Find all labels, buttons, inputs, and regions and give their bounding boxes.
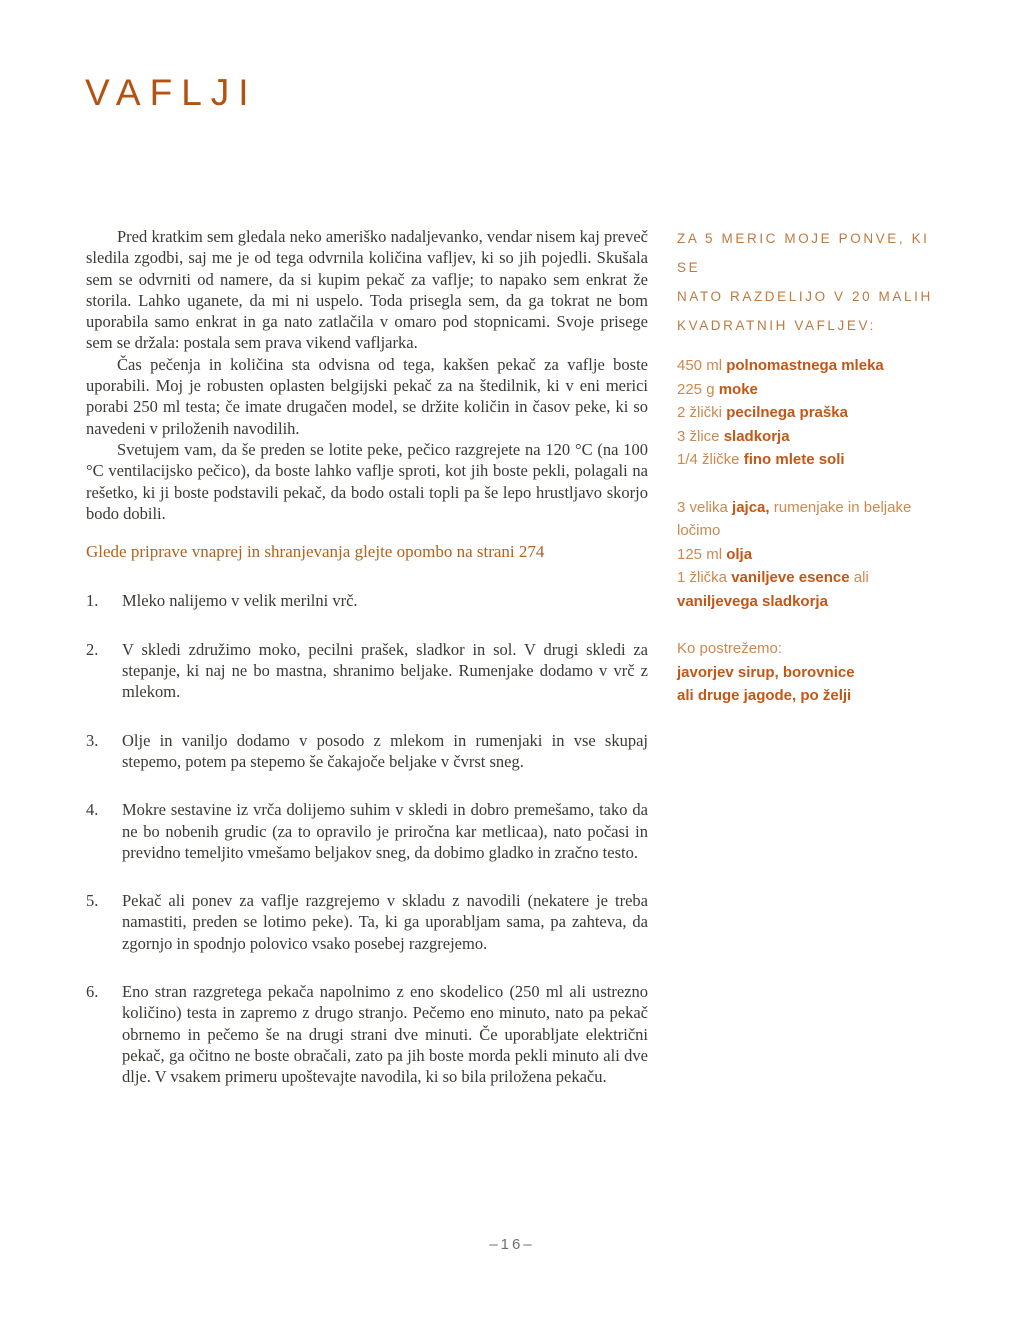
- step-text: Mleko nalijemo v velik merilni vrč.: [122, 591, 358, 611]
- intro-paragraph: Pred kratkim sem gledala neko ameriško nadaljevanko, vendar nisem kaj preveč sledila zgodbi, saj me je od tega odvrnila količina vafljev, ki so jih pojedli. Skušala sem se odvrniti od namere, da si kupim pekač za vaflje; to napako sem enkrat že storila. Lahko uganete, da mi ni uspelo. Toda prisegla sem, da ga tokrat ne bom uporabila samo enkrat in ga nato zatlačila v omaro pod stopnicami. Svoje prisege sem se držala: postala sem prava vikend vafljarka.: [86, 227, 648, 353]
- ingredient-group-wet: [677, 496, 942, 614]
- ingredient-quantity: 450 ml: [677, 357, 723, 374]
- step-item: [86, 890, 648, 954]
- ingredient-name: pecilnega praška: [726, 404, 848, 421]
- step-number: 2.: [86, 639, 99, 659]
- ingredient-quantity: 1 žlička: [677, 569, 728, 586]
- serving-line: javorjev sirup, borovnice: [677, 663, 855, 681]
- ingredient-group-dry: [677, 354, 942, 472]
- ingredient-quantity: 1/4 žličke: [677, 451, 740, 468]
- ingredient-line: [677, 566, 942, 590]
- step-number: 1.: [86, 591, 99, 611]
- ingredient-name: fino mlete soli: [743, 451, 845, 468]
- step-text: Mokre sestavine iz vrča dolijemo suhim v skledi in dobro premešamo, tako da ne bo nobenih grudic (za to opravilo je priročna kar metlicaa), nato počasi in previdno temeljito vmešamo beljakov sneg, da dobimo gladko in zračno testo.: [122, 800, 648, 862]
- ingredient-name: sladkorja: [723, 427, 790, 445]
- serving-label: Ko postrežemo:: [677, 640, 783, 657]
- page-title: VAFLJI: [85, 72, 258, 113]
- step-number: 6.: [86, 982, 99, 1002]
- intro-paragraph: Čas pečenja in količina sta odvisna od tega, kakšen pekač za vaflje boste uporabili. Moj je robusten oplasten belgijski pekač za na štedilnik, ki v eni merici porabi 250 ml testa; če imate drugačen model, se držite količin in časov peke, ki so navedeni v priloženih navodilih.: [86, 354, 648, 438]
- step-item: [86, 730, 648, 773]
- ingredients-sidebar: [677, 224, 942, 708]
- sidebar-yield-header: [677, 224, 942, 340]
- step-item: [86, 799, 648, 863]
- ingredient-name: jajca,: [732, 498, 770, 516]
- step-item: [86, 590, 648, 611]
- ingredient-name: vaniljevega sladkorja: [677, 592, 828, 610]
- intro-paragraph: Svetujem vam, da še preden se lotite peke, pečico razgrejete na 120 °C (na 100 °C ventilacijsko pečico), da boste lahko vaflje sproti, kot jih boste pekli, polagali na rešetko, ki ji boste podstavili pekač, da bodo ostali topli pa še lepo hrustljavo skorjo bodo dobili.: [86, 439, 648, 523]
- sidebar-header-line: NATO RAZDELIJO V 20 MALIH: [677, 289, 933, 304]
- ingredient-quantity: 2 žlički: [677, 404, 723, 421]
- step-number: 5.: [86, 891, 99, 911]
- sidebar-header-line: ZA 5 MERIC MOJE PONVE, KI SE: [677, 231, 930, 275]
- ingredient-name: moke: [718, 380, 758, 398]
- step-text: Eno stran razgretega pekača napolnimo z eno skodelico (250 ml ali ustrezno količino) testa in zapremo z drugo stranjo. Pečemo eno minuto, nato pa pekač obrnemo in pečemo še na drugi strani dve minuti. Če uporabljate električni pekač, ga očitno ne boste obračali, zato pa jih boste morda pekli minuto ali dve dlje. V vsakem primeru upoštevajte navodila, ki so bila priložena pekaču.: [122, 982, 648, 1087]
- ingredient-quantity: 3 žlice: [677, 427, 720, 445]
- ingredient-note: ali: [853, 569, 869, 586]
- ingredient-line: [677, 401, 942, 425]
- serving-suggestion: [677, 637, 942, 708]
- main-column: [86, 226, 648, 1088]
- cross-reference-note: Glede priprave vnaprej in shranjevanja glejte opombo na strani 274: [86, 542, 545, 562]
- ingredient-line: [677, 543, 942, 567]
- ingredient-line: [677, 354, 942, 378]
- page-number: –16–: [489, 1236, 535, 1253]
- step-item: [86, 639, 648, 703]
- ingredient-line: [677, 590, 942, 614]
- ingredient-line: [677, 496, 942, 543]
- step-text: V skledi združimo moko, pecilni prašek, sladkor in sol. V drugi skledi za stepanje, ki naj ne bo mastna, shranimo beljake. Rumenjake dodamo v vrč z mlekom.: [122, 639, 648, 702]
- ingredient-line: [677, 378, 942, 402]
- ingredient-quantity: 3 velika: [677, 498, 728, 516]
- step-number: 3.: [86, 730, 99, 750]
- step-number: 4.: [86, 800, 99, 820]
- step-text: Olje in vaniljo dodamo v posodo z mlekom in rumenjaki in vse skupaj stepemo, potem pa stepemo še čakajoče beljake v čvrst sneg.: [122, 730, 648, 771]
- ingredient-quantity: 125 ml: [677, 545, 723, 563]
- serving-line: ali druge jagode, po želji: [677, 687, 852, 704]
- sidebar-header-line: KVADRATNIH VAFLJEV:: [677, 318, 876, 333]
- ingredient-name: olja: [726, 545, 753, 563]
- ingredient-name: polnomastnega mleka: [726, 357, 884, 374]
- ingredient-note: rumenjake in beljake ločimo: [677, 498, 912, 539]
- ingredient-line: [677, 425, 942, 449]
- ingredient-quantity: 225 g: [677, 380, 715, 398]
- instruction-steps: [86, 590, 648, 1087]
- step-text: Pekač ali ponev za vaflje razgrejemo v skladu z navodili (nekatere je treba namastiti, preden se lotimo peke). Ta, ki ga uporabljam sama, pa zahteva, da zgornjo in spodnjo polovico vsako posebej razgrejemo.: [122, 891, 648, 953]
- step-item: [86, 981, 648, 1087]
- ingredient-line: [677, 448, 942, 472]
- ingredient-name: vaniljeve esence: [731, 569, 850, 586]
